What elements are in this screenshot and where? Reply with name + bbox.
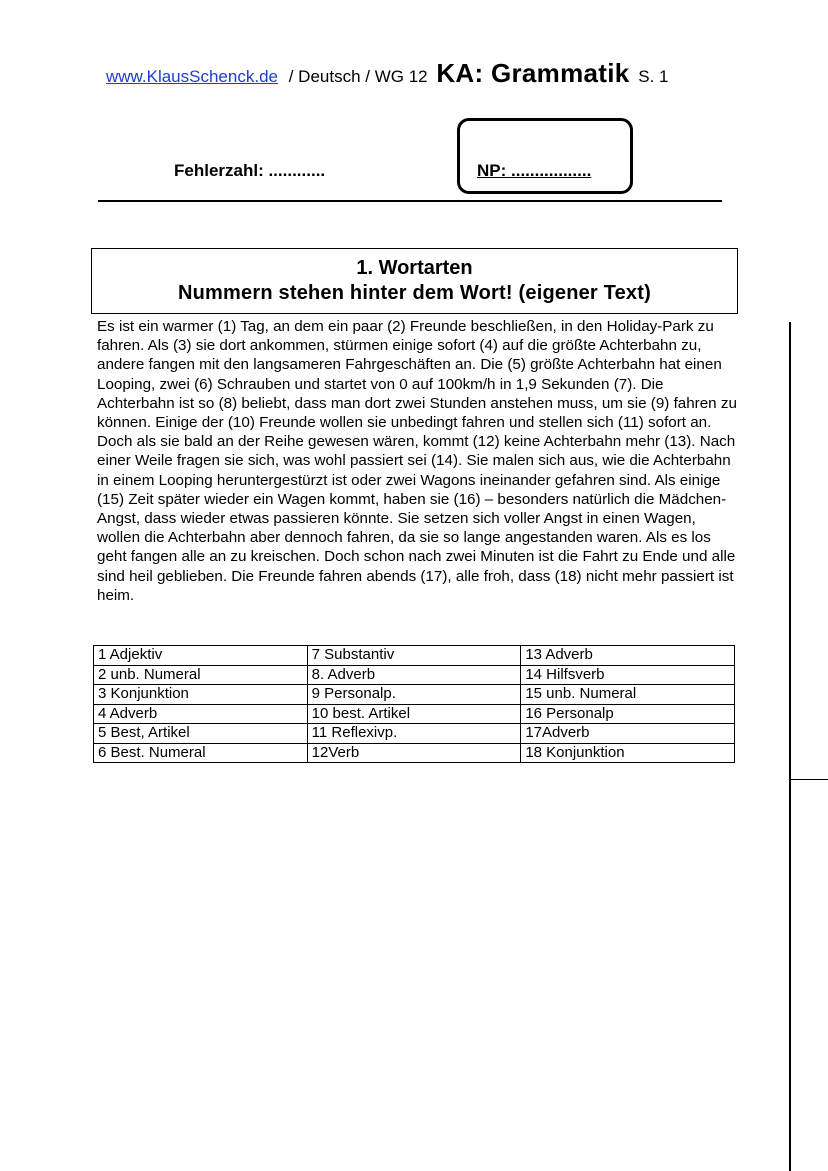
- table-cell: 5 Best, Artikel: [94, 724, 308, 744]
- grade-box: [457, 118, 633, 194]
- table-cell: 3 Konjunktion: [94, 685, 308, 705]
- word-type-table: [93, 645, 735, 763]
- table-cell: 2 unb. Numeral: [94, 665, 308, 685]
- page-title: KA: Grammatik: [436, 58, 630, 88]
- page-number: S. 1: [638, 67, 669, 86]
- table-cell: 14 Hilfsverb: [521, 665, 735, 685]
- table-cell: 1 Adjektiv: [94, 646, 308, 666]
- table-row: [94, 646, 735, 666]
- table-cell: 4 Adverb: [94, 704, 308, 724]
- exercise-text: Es ist ein warmer (1) Tag, an dem ein paar (2) Freunde beschließen, in den Holiday-Park zu fahren. Als (3) sie dort ankommen, stürmen einige sofort (4) auf die größte Achterbahn zu, andere fangen mit den langsameren Fahrgeschäften an. Die (5) größte Achterbahn hat einen Looping, zwei (6) Schrauben und startet von 0 auf 100km/h in 1,9 Sekunden (7). Die Achterbahn ist so (8) beliebt, dass man dort zwei Stunden anstehen muss, um sie (9) fahren zu können. Einige der (10) Freunde wollen sie unbedingt fahren und stellen sich (11) sofort an. Doch als sie bald an der Reihe gewesen wären, kommt (12) keine Achterbahn mehr (13). Nach einer Weile fragen sie sich, was wohl passiert sei (14). Sie malen sich aus, wie die Achterbahn in einem Looping heruntergestürzt ist oder zwei Wagons ineinander gefahren sind. Als einige (15) Zeit später wieder ein Wagen kommt, haben sie (16) – besonders natürlich die Mädchen- Angst, dass wieder etwas passieren könnte. Sie setzen sich voller Angst in einen Wagen, wollen die Achterbahn aber dennoch fahren, da sie so lange angestanden waren. Als es los geht fangen alle an zu kreischen. Doch schon nach zwei Minuten ist die Fahrt zu Ende und alle sind heil geblieben. Die Freunde fahren abends (17), alle froh, dass (18) nicht mehr passiert ist heim.: [97, 318, 737, 604]
- table-cell: 8. Adverb: [307, 665, 521, 685]
- table-cell: 13 Adverb: [521, 646, 735, 666]
- table-cell: 18 Konjunktion: [521, 743, 735, 763]
- course-info: / Deutsch / WG 12: [288, 67, 428, 86]
- error-count-field: Fehlerzahl: ............: [174, 161, 326, 180]
- table-cell: 17Adverb: [521, 724, 735, 744]
- table-cell: 12Verb: [307, 743, 521, 763]
- table-cell: 7 Substantiv: [307, 646, 521, 666]
- table-row: [94, 685, 735, 705]
- table-cell: 11 Reflexivp.: [307, 724, 521, 744]
- grade-points-field: NP: .................: [477, 161, 592, 180]
- table-cell: 6 Best. Numeral: [94, 743, 308, 763]
- table-cell: 10 best. Artikel: [307, 704, 521, 724]
- website-link[interactable]: www.KlausSchenck.de: [106, 67, 278, 86]
- table-cell: 15 unb. Numeral: [521, 685, 735, 705]
- page-header: [106, 58, 746, 89]
- table-cell: 16 Personalp: [521, 704, 735, 724]
- table-row: [94, 665, 735, 685]
- task-title-box: [91, 248, 738, 314]
- task-heading: 1. Wortarten: [356, 257, 473, 279]
- table-row: [94, 743, 735, 763]
- table-row: [94, 724, 735, 744]
- header-divider: [98, 200, 722, 202]
- table-cell: 9 Personalp.: [307, 685, 521, 705]
- table-row: [94, 704, 735, 724]
- right-margin-line: [789, 322, 791, 1171]
- right-margin-tick: [789, 779, 828, 780]
- task-subheading: Nummern stehen hinter dem Wort! (eigener Text): [178, 282, 651, 304]
